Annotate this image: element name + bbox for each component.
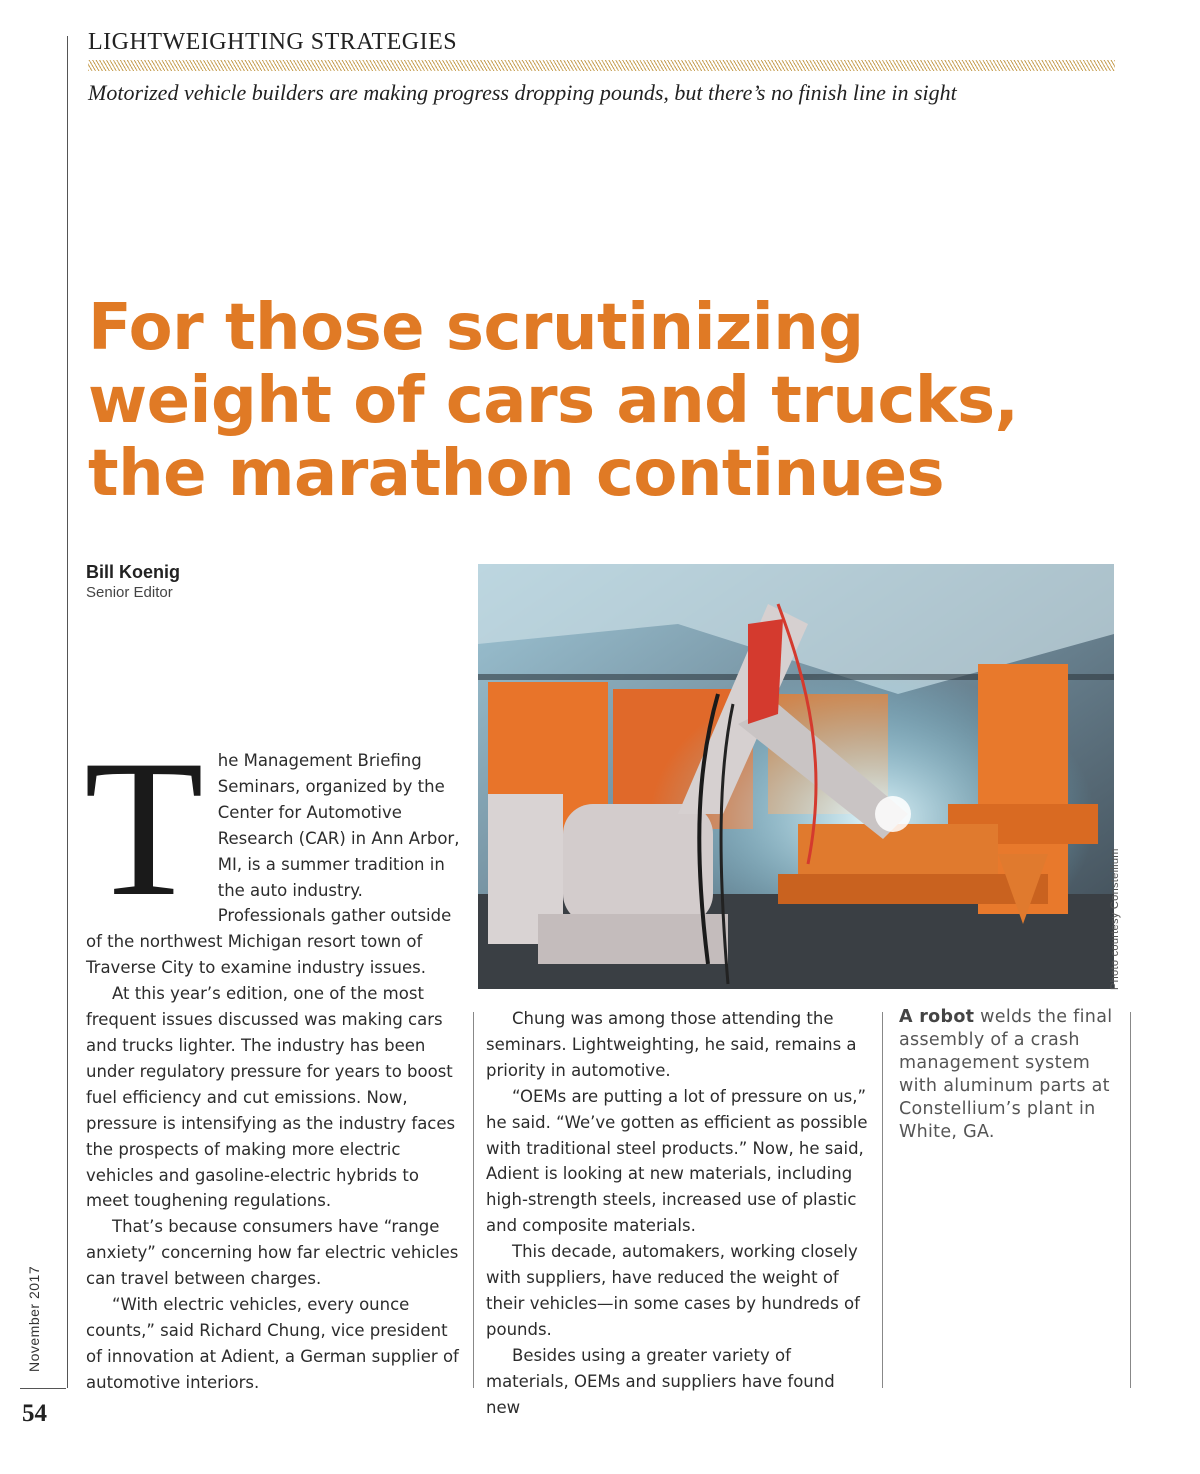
headline [88,292,1088,511]
robot-welding-photo [478,564,1114,989]
column-divider [882,1012,883,1388]
drop-cap: T [84,720,204,937]
body-paragraph: That’s because consumers have “range anxiety” concerning how far electric vehicles can travel between charges. [86,1217,459,1289]
headline-line: For those scrutinizing [88,291,864,365]
column-divider [473,1012,474,1388]
folio-rule [20,1388,66,1389]
photo-caption [899,1006,1123,1144]
body-paragraph: Besides using a greater variety of materials, OEMs and suppliers have found new [486,1345,835,1417]
body-paragraph: “With electric vehicles, every ounce counts,” said Richard Chung, vice president of innovation at Adient, a German supplier of automotive interiors. [86,1295,459,1392]
issue-date: November 2017 [26,1265,42,1372]
photo-credit: Photo courtesy Constellium [1109,848,1121,990]
left-margin-rule [67,36,68,1388]
section-label: LIGHTWEIGHTING STRATEGIES [88,29,458,55]
body-column-1 [84,720,464,1396]
page-number: 54 [22,1400,47,1427]
caption-text: welds the final assembly of a crash management system with aluminum parts at Constellium’s plant in White, GA. [899,1007,1113,1142]
body-paragraph: At this year’s edition, one of the most frequent issues discussed was making cars and trucks lighter. The industry has been under regulatory pressure for years to boost fuel efficiency and cut emissions. Now, pressure is intensifying as the industry faces the prospects of making more electric vehicles and gasoline-electric hybrids to meet toughening regulations. [86,984,456,1211]
column-divider [1130,1012,1131,1388]
caption-lead: A robot [899,1007,975,1027]
headline-line: the marathon continues [88,437,945,511]
byline-title: Senior Editor [86,584,173,601]
article-dek: Motorized vehicle builders are making progress dropping pounds, but there’s no finish line in sight [88,80,957,105]
body-paragraph: he Management Briefing Seminars, organized by the Center for Automotive Research (CAR) in Ann Arbor, MI, is a summer tradition in the auto industry. Professionals gather outside of the northwest Michigan resort town of Traverse City to examine industry issues. [86,751,460,978]
body-column-2 [486,1006,868,1421]
body-paragraph: Chung was among those attending the seminars. Lightweighting, he said, remains a priority in automotive. [486,1009,857,1080]
photo-illustration [478,564,1114,989]
hatched-rule [88,60,1115,71]
body-paragraph: “OEMs are putting a lot of pressure on us,” he said. “We’ve gotten as efficient as possible with traditional steel products.” Now, he said, Adient is looking at new materials, including high-strength steels, increased use of plastic and composite materials. [486,1086,868,1236]
body-paragraph: This decade, automakers, working closely with suppliers, have reduced the weight of their vehicles—in some cases by hundreds of pounds. [486,1242,860,1339]
headline-line: weight of cars and trucks, [88,364,1019,438]
byline-name: Bill Koenig [86,562,180,582]
